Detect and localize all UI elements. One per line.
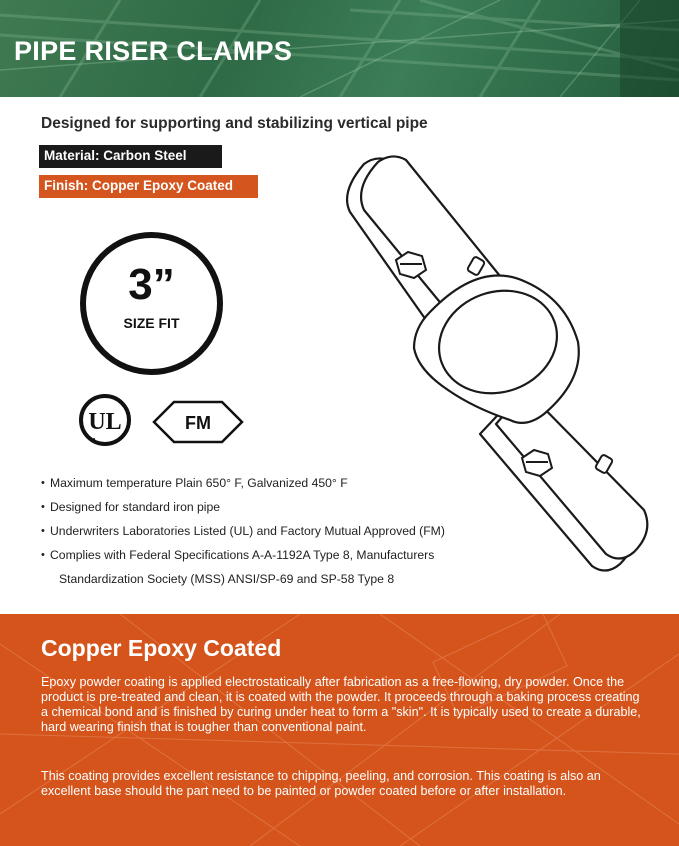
coating-paragraph-2: This coating provides excellent resistance to chipping, peeling, and corrosion. This coating is also an excellent base should the part need to be painted or powder coated before or after installation.: [41, 769, 601, 798]
feature-item: • Designed for standard iron pipe: [41, 500, 561, 515]
size-fit-circle: [80, 232, 223, 375]
coating-title: Copper Epoxy Coated: [41, 635, 282, 661]
ul-logo-text: UL: [88, 409, 122, 435]
feature-item: [41, 548, 561, 587]
feature-item-text: Complies with Federal Specifications A-A-1192A Type 8, Manufacturers: [50, 548, 435, 562]
size-label: SIZE FIT: [123, 315, 180, 331]
coating-paragraph-1: Epoxy powder coating is applied electrostatically after fabrication as a free-flowing, dry powder. Once the product is pre-treated and clean, it is coated with the powder. It proceeds through a baking process creating a chemical bond and is finished by curing under heat to form a "skin". It is typically used to create a durable, hard wearing finish that is tougher than conventional paint.: [41, 675, 641, 734]
fm-logo-text: FM: [185, 413, 211, 433]
coating-section: [0, 614, 679, 846]
feature-item: • Maximum temperature Plain 650° F, Galvanized 450° F: [41, 476, 561, 491]
size-value: 3”: [128, 260, 175, 309]
feature-item: • Underwriters Laboratories Listed (UL) and Factory Mutual Approved (FM): [41, 524, 561, 539]
page-title: PIPE RISER CLAMPS: [14, 36, 293, 66]
tagline: Designed for supporting and stabilizing vertical pipe: [41, 115, 428, 132]
header-banner: [0, 0, 679, 97]
material-badge: Material: Carbon Steel: [39, 145, 222, 168]
features-list: [41, 476, 561, 596]
feature-item-continuation: Standardization Society (MSS) ANSI/SP-69 and SP-58 Type 8: [59, 572, 395, 586]
ul-listed-logo: [78, 392, 134, 448]
fm-approved-logo: [152, 400, 244, 444]
finish-badge: Finish: Copper Epoxy Coated: [39, 175, 258, 198]
